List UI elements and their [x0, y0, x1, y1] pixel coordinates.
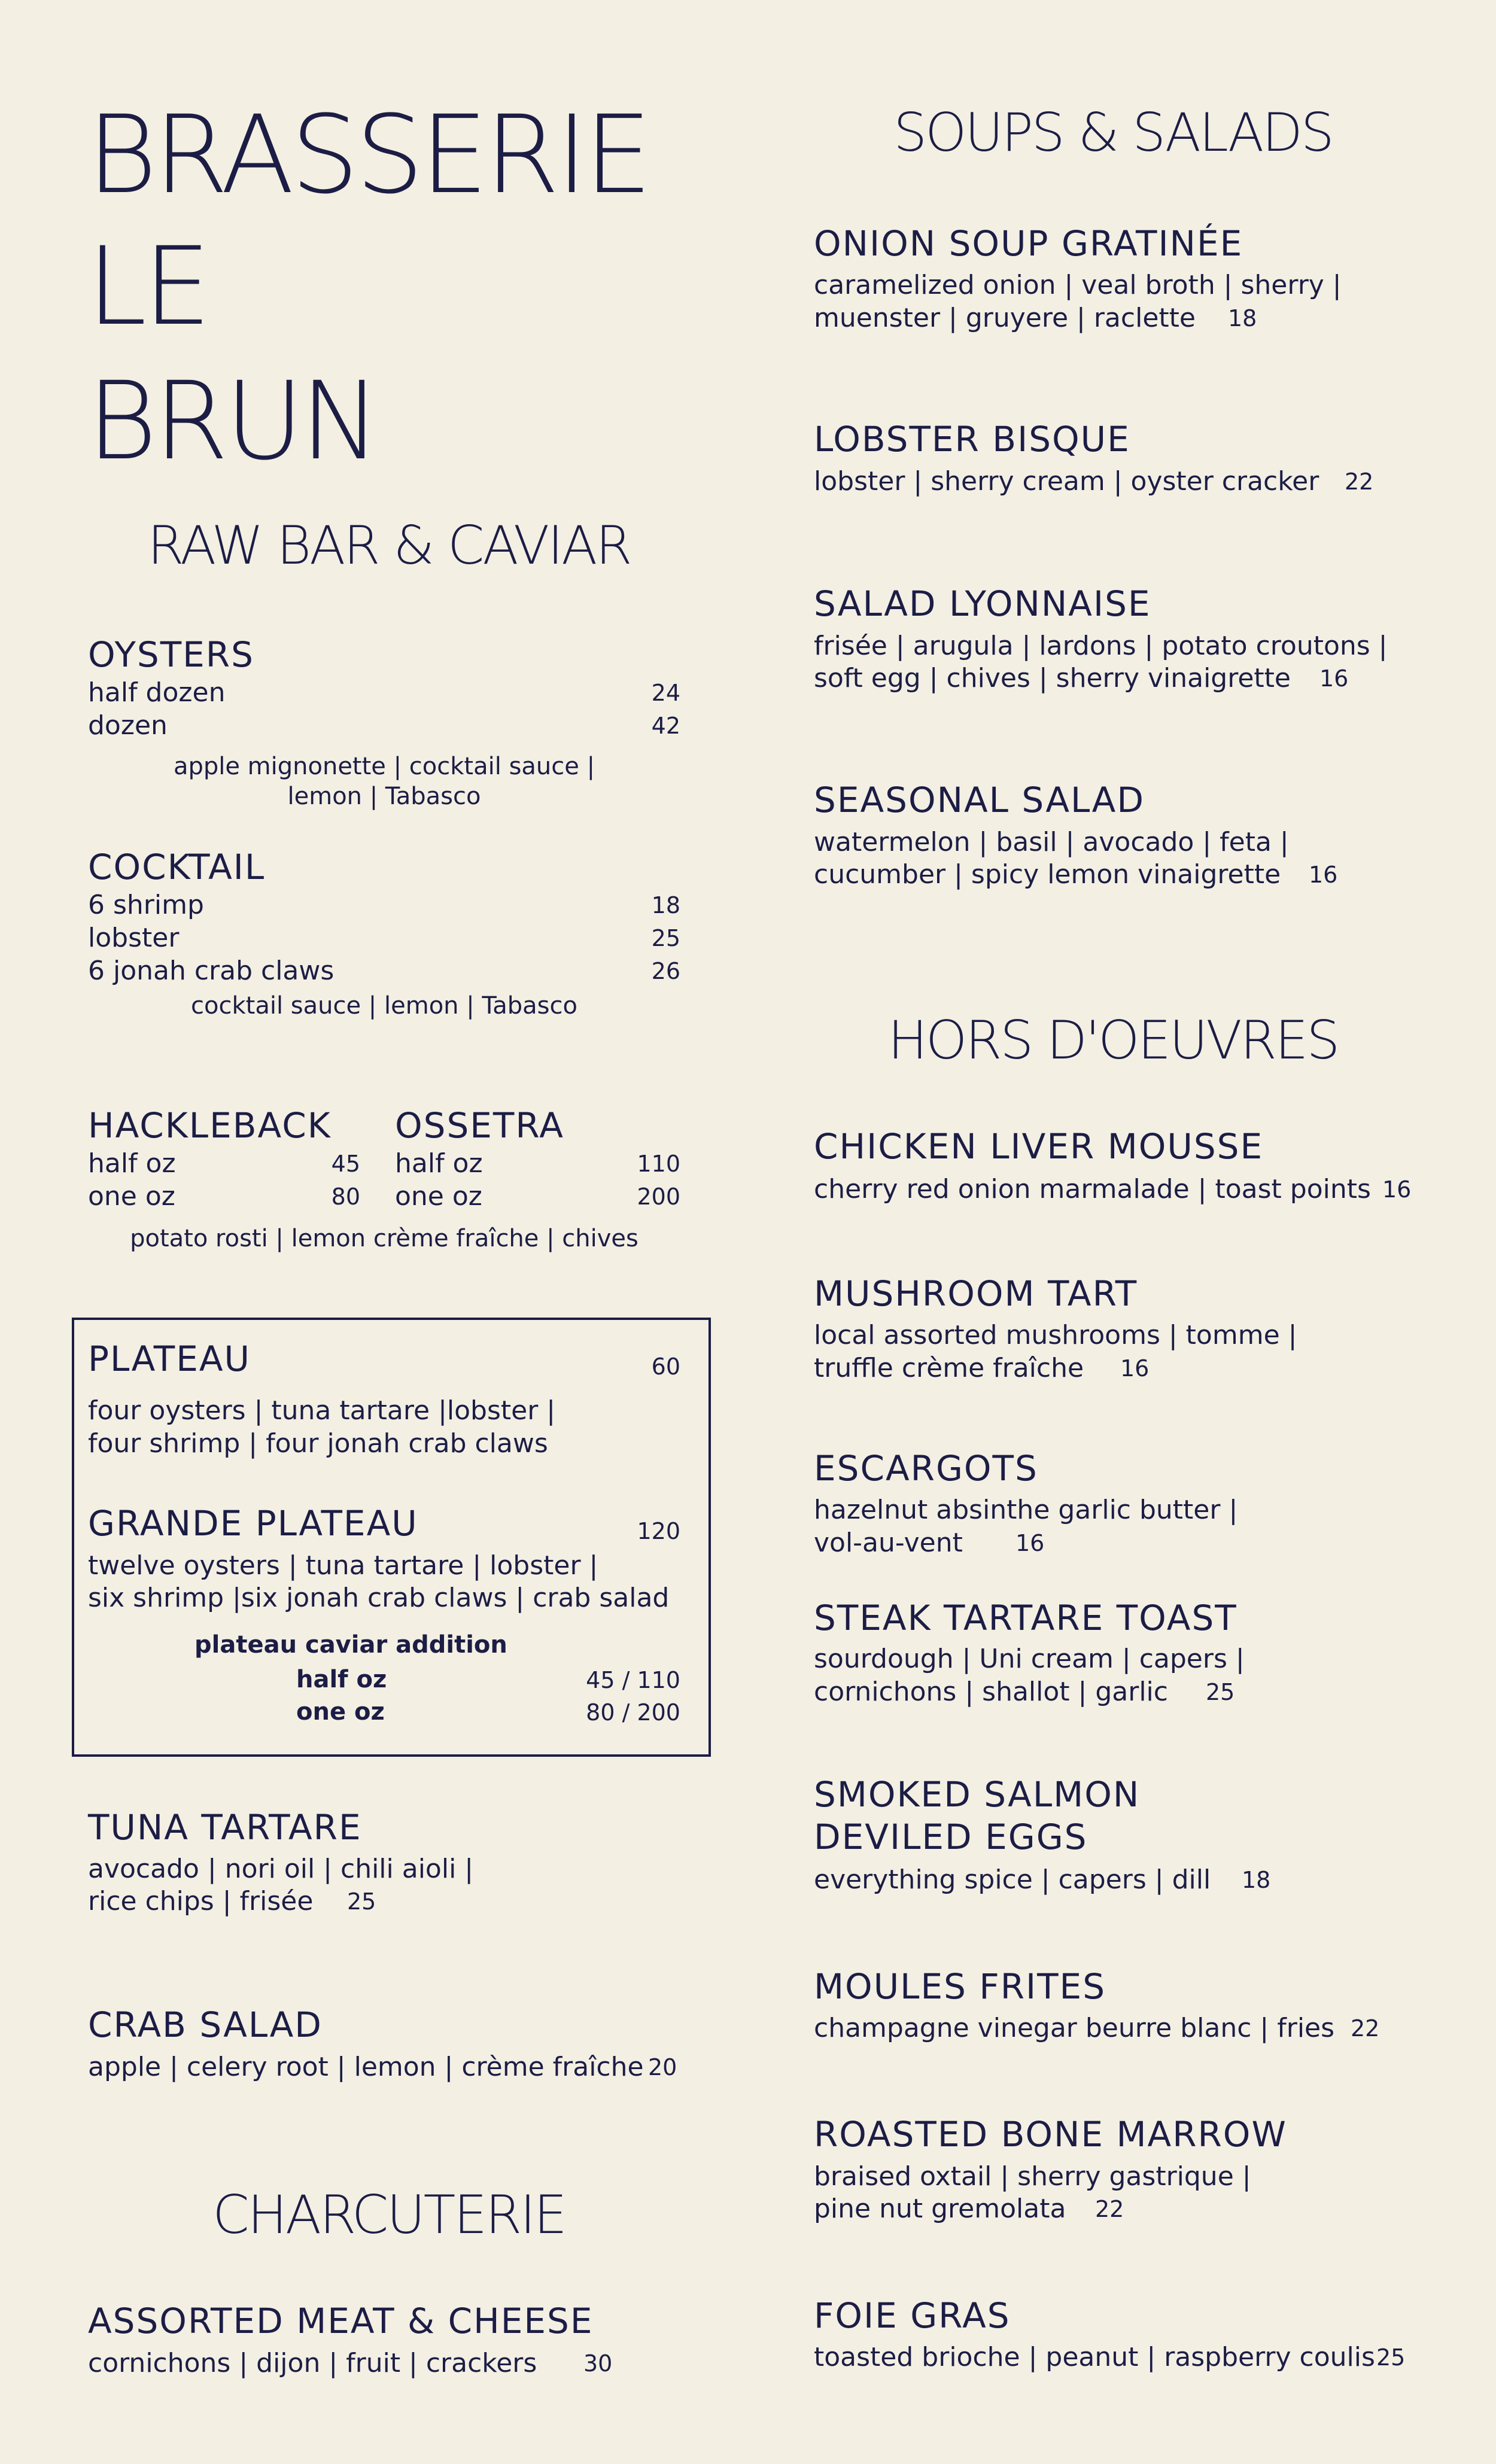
cocktail-title: COCKTAIL: [88, 847, 266, 887]
soup-item-line-2: muenster | gruyere | raclette: [814, 303, 1196, 333]
grande-line-1: twelve oysters | tuna tartare | lobster |: [88, 1550, 598, 1581]
price-row: [88, 954, 680, 987]
row-price: 45: [331, 1150, 360, 1177]
crab-price: 20: [648, 2054, 677, 2080]
crab-salad-title: CRAB SALAD: [88, 2004, 323, 2045]
row-price: 42: [651, 712, 680, 739]
row-label: one oz: [395, 1181, 482, 1212]
row-label: dozen: [88, 710, 168, 741]
row-price: 25: [651, 924, 680, 951]
soup-item-title: SALAD LYONNAISE: [814, 583, 1151, 624]
oysters-note-1: apple mignonette | cocktail sauce |: [173, 753, 595, 780]
soup-item-line-1: watermelon | basil | avocado | feta |: [814, 827, 1289, 857]
oysters-note-2: lemon | Tabasco: [287, 783, 481, 810]
hors-item-line-1: hazelnut absinthe garlic butter |: [814, 1495, 1238, 1525]
price-row: [88, 889, 680, 921]
cocktail-note: cocktail sauce | lemon | Tabasco: [191, 992, 577, 1020]
hors-item-title: MUSHROOM TART: [814, 1273, 1138, 1314]
plateau-title: PLATEAU: [88, 1339, 251, 1379]
hors-item-title: SMOKED SALMON: [814, 1774, 1141, 1815]
caviar-addition-label: one oz: [296, 1698, 385, 1726]
brand-line-1: BRASSERIE: [87, 93, 649, 218]
soup-item-price: 16: [1309, 862, 1338, 888]
row-label: 6 jonah crab claws: [88, 955, 335, 986]
charcuterie-heading: CHARCUTERIE: [212, 2184, 565, 2246]
hors-heading: HORS D'OEUVRES: [887, 1009, 1339, 1071]
soup-item-price: 22: [1345, 469, 1374, 495]
hors-item-price: 25: [1376, 2344, 1406, 2371]
soups-heading: SOUPS & SALADS: [893, 102, 1333, 163]
grande-plateau-title: GRANDE PLATEAU: [88, 1503, 418, 1544]
grande-line-2: six shrimp |six jonah crab claws | crab salad: [88, 1583, 670, 1613]
row-price: 24: [651, 679, 680, 706]
raw-bar-heading: RAW BAR & CAVIAR: [147, 515, 631, 576]
caviar-addition-title: plateau caviar addition: [194, 1631, 507, 1659]
caviar-addition-price: 80 / 200: [586, 1699, 680, 1726]
hors-item-price: 22: [1351, 2015, 1380, 2042]
hors-item-title: MOULES FRITES: [814, 1966, 1106, 2007]
plateau-line-2: four shrimp | four jonah crab claws: [88, 1428, 548, 1459]
oysters-section: [88, 634, 680, 742]
hors-item-line-1: cherry red onion marmalade | toast points: [814, 1174, 1371, 1204]
caviar-addition-price: 45 / 110: [586, 1667, 680, 1693]
price-row: [395, 1180, 680, 1213]
cocktail-section: [88, 847, 680, 987]
row-label: half oz: [395, 1148, 483, 1179]
hors-item-line-1: everything spice | capers | dill: [814, 1864, 1211, 1895]
hors-item-price: 16: [1382, 1176, 1412, 1203]
soup-item-line-1: lobster | sherry cream | oyster cracker: [814, 466, 1319, 497]
assorted-title: ASSORTED MEAT & CHEESE: [88, 2301, 594, 2341]
soup-item-line-2: soft egg | chives | sherry vinaigrette: [814, 663, 1291, 693]
assorted-price: 30: [583, 2350, 613, 2377]
caviar-note: potato rosti | lemon crème fraîche | chives: [130, 1225, 638, 1252]
hors-item-title: STEAK TARTARE TOAST: [814, 1598, 1237, 1638]
ossetra-title: OSSETRA: [395, 1105, 564, 1146]
soup-item-title: ONION SOUP GRATINÉE: [814, 223, 1243, 264]
tuna-line-1: avocado | nori oil | chili aioli |: [88, 1854, 474, 1884]
plateau-line-1: four oysters | tuna tartare |lobster |: [88, 1395, 556, 1426]
plateau-price: 60: [651, 1353, 680, 1380]
hors-item-title: ESCARGOTS: [814, 1448, 1038, 1489]
hors-item-line-1: toasted brioche | peanut | raspberry coulis: [814, 2342, 1375, 2372]
soup-item-title: LOBSTER BISQUE: [814, 419, 1130, 460]
row-label: one oz: [88, 1181, 175, 1212]
row-price: 110: [637, 1150, 680, 1177]
row-price: 80: [331, 1183, 360, 1210]
hors-item-title: FOIE GRAS: [814, 2295, 1011, 2336]
soup-item-title: SEASONAL SALAD: [814, 780, 1145, 820]
soup-item-price: 16: [1319, 665, 1349, 692]
hors-item-price: 25: [1206, 1679, 1235, 1705]
hors-item-line-2: pine nut gremolata: [814, 2194, 1066, 2224]
hors-item-line-1: sourdough | Uni cream | capers |: [814, 1644, 1245, 1674]
price-row: [395, 1147, 680, 1180]
crab-line-1: apple | celery root | lemon | crème fraîche: [88, 2052, 644, 2082]
assorted-line-1: cornichons | dijon | fruit | crackers: [88, 2348, 537, 2378]
hors-item-line-1: braised oxtail | sherry gastrique |: [814, 2161, 1251, 2192]
hors-item-price: 22: [1095, 2196, 1124, 2222]
hors-item-line-2: truffle crème fraîche: [814, 1353, 1084, 1383]
hors-item-line-2: vol-au-vent: [814, 1528, 963, 1558]
hors-item-line-2: cornichons | shallot | garlic: [814, 1677, 1168, 1707]
row-price: 26: [651, 957, 680, 984]
tuna-tartare-title: TUNA TARTARE: [88, 1807, 362, 1848]
row-label: 6 shrimp: [88, 889, 204, 920]
hors-item-line-1: local assorted mushrooms | tomme |: [814, 1320, 1297, 1350]
row-label: lobster: [88, 922, 180, 953]
soup-item-line-2: cucumber | spicy lemon vinaigrette: [814, 859, 1281, 890]
hors-item-title: CHICKEN LIVER MOUSSE: [814, 1126, 1264, 1167]
hors-item-title-2: DEVILED EGGS: [814, 1817, 1088, 1857]
brand-line-3: BRUN: [87, 359, 378, 484]
price-row: [88, 676, 680, 709]
soup-item-line-1: frisée | arugula | lardons | potato croutons |: [814, 631, 1388, 661]
hors-item-price: 16: [1120, 1355, 1150, 1382]
row-price: 18: [651, 892, 680, 918]
price-row: [88, 1147, 360, 1180]
hackleback-section: [88, 1105, 360, 1213]
hors-item-line-1: champagne vinegar beurre blanc | fries: [814, 2013, 1335, 2043]
brand-line-2: LE: [87, 224, 208, 349]
soup-item-line-1: caramelized onion | veal broth | sherry |: [814, 270, 1342, 300]
hors-item-price: 16: [1015, 1530, 1045, 1556]
price-row: [88, 1180, 360, 1213]
tuna-line-2: rice chips | frisée: [88, 1886, 314, 1917]
price-row: [88, 921, 680, 954]
row-label: half oz: [88, 1148, 176, 1179]
row-label: half dozen: [88, 677, 226, 708]
row-price: 200: [637, 1183, 680, 1210]
grande-plateau-price: 120: [637, 1518, 680, 1544]
hors-item-price: 18: [1242, 1867, 1271, 1893]
tuna-price: 25: [347, 1888, 376, 1915]
caviar-addition-label: half oz: [296, 1666, 387, 1693]
ossetra-section: [395, 1105, 680, 1213]
price-row: [88, 709, 680, 742]
hackleback-title: HACKLEBACK: [88, 1105, 332, 1146]
hors-item-title: ROASTED BONE MARROW: [814, 2114, 1287, 2155]
soup-item-price: 18: [1228, 305, 1257, 331]
oysters-title: OYSTERS: [88, 634, 254, 675]
